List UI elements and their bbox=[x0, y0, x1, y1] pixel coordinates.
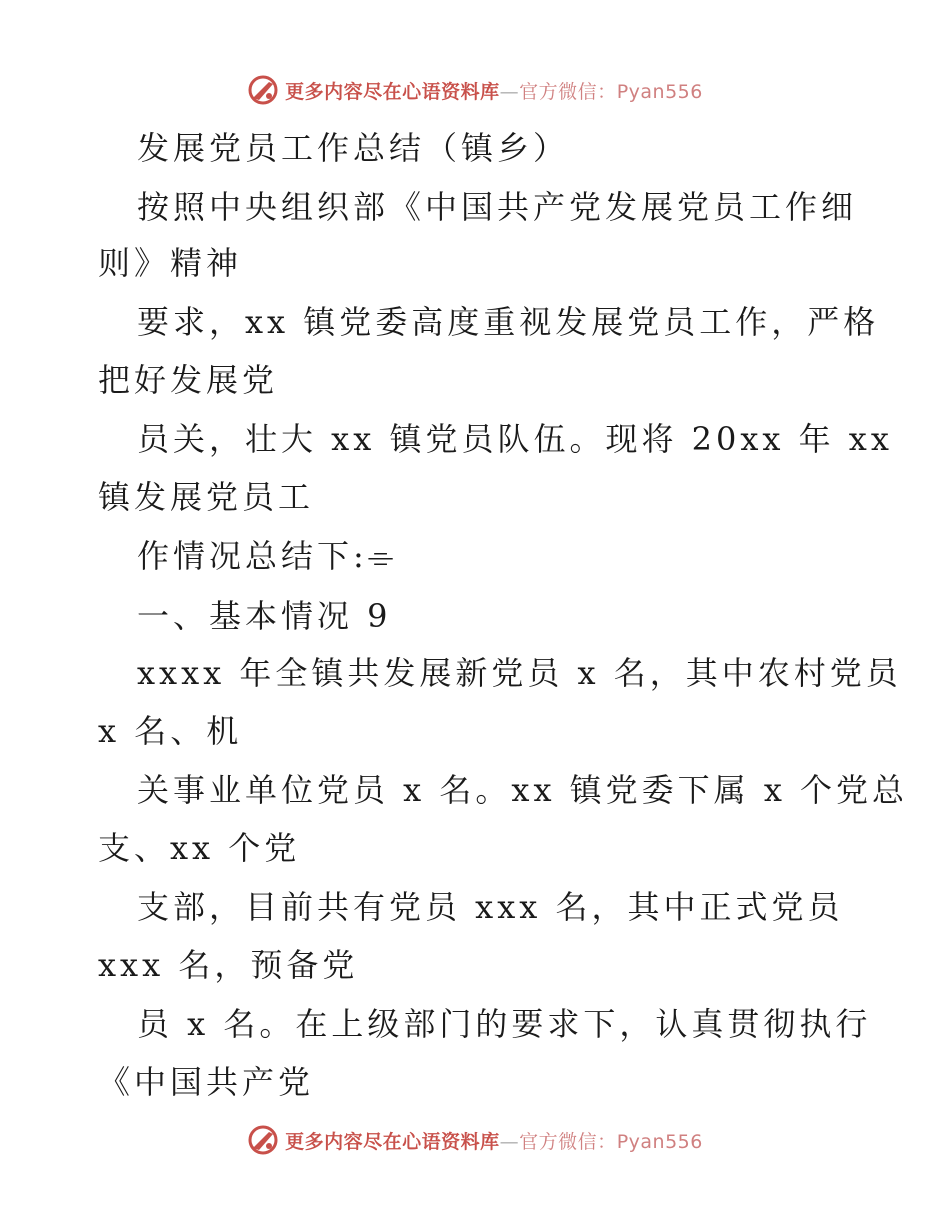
banner-wechat-label: 官方微信： bbox=[519, 80, 617, 103]
section-heading: 一、基本情况 9 bbox=[137, 597, 392, 635]
banner-wechat-id: Pyan556 bbox=[616, 80, 703, 103]
brush-logo-icon bbox=[247, 1124, 279, 1156]
paragraph-line: xxxx 年全镇共发展新党员 x 名，其中农村党员 bbox=[137, 654, 902, 692]
paragraph-line: 镇发展党员工 bbox=[98, 478, 315, 516]
footer-banner bbox=[0, 1120, 950, 1160]
paragraph-line: 要求，xx 镇党委高度重视发展党员工作，严格 bbox=[137, 303, 880, 341]
banner-text bbox=[285, 1127, 703, 1154]
banner-separator: — bbox=[499, 1130, 520, 1153]
paragraph-line: 员关，壮大 xx 镇党员队伍。现将 20xx 年 xx bbox=[137, 420, 893, 458]
banner-separator: — bbox=[499, 80, 520, 103]
banner-wechat-id: Pyan556 bbox=[616, 1130, 703, 1153]
paragraph-line: 《中国共产党 bbox=[98, 1063, 315, 1101]
paragraph-line: 员 x 名。在上级部门的要求下，认真贯彻执行 bbox=[137, 1005, 872, 1043]
banner-brand: 更多内容尽在心语资料库 bbox=[285, 1130, 500, 1153]
paragraph-line: x 名、机 bbox=[98, 712, 243, 750]
paragraph-line: 作情况总结下:⌯ bbox=[137, 537, 398, 575]
paragraph-line: 支部，目前共有党员 xxx 名，其中正式党员 bbox=[137, 888, 844, 926]
banner-wechat-label: 官方微信： bbox=[519, 1130, 617, 1153]
paragraph-line: 支、xx 个党 bbox=[98, 829, 301, 867]
paragraph-line: xxx 名，预备党 bbox=[98, 946, 359, 984]
paragraph-line: 按照中央组织部《中国共产党发展党员工作细 bbox=[137, 188, 858, 226]
paragraph-line: 关事业单位党员 x 名。xx 镇党委下属 x 个党总 bbox=[137, 771, 909, 809]
banner-brand: 更多内容尽在心语资料库 bbox=[285, 80, 500, 103]
paragraph-line: 把好发展党 bbox=[98, 361, 279, 399]
paragraph-line: 则》精神 bbox=[98, 244, 243, 282]
document-title: 发展党员工作总结（镇乡） bbox=[137, 129, 570, 167]
